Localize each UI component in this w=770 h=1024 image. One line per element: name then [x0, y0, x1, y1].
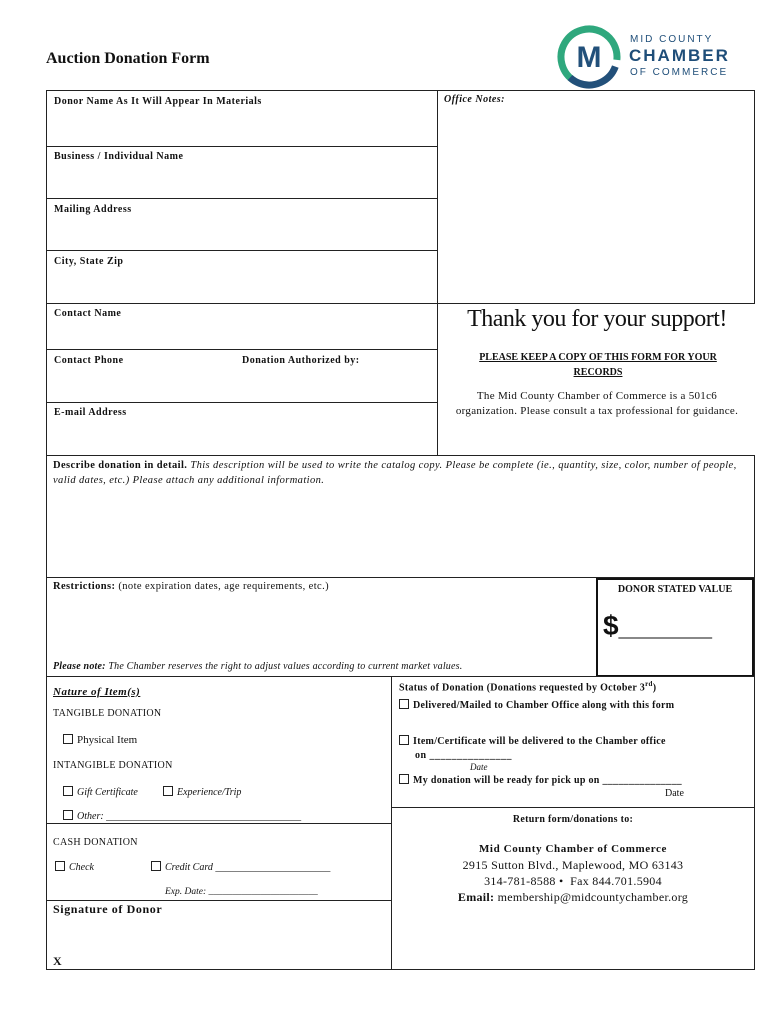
- gift-certificate-option[interactable]: [63, 786, 138, 798]
- exp-date-field[interactable]: Exp. Date: _______________________: [165, 887, 318, 897]
- experience-trip-option[interactable]: [163, 786, 241, 798]
- check-option[interactable]: [55, 861, 94, 873]
- intangible-heading: INTANGIBLE DONATION: [53, 760, 173, 771]
- credit-card-checkbox[interactable]: [151, 861, 161, 871]
- status-heading-sup: rd: [645, 680, 653, 688]
- tangible-heading: TANGIBLE DONATION: [53, 708, 162, 719]
- note-text: The Chamber reserves the right to adjust values according to current market values.: [108, 661, 463, 672]
- city-state-zip-field[interactable]: City, State Zip: [54, 256, 124, 267]
- experience-trip-label: Experience/Trip: [177, 787, 242, 798]
- experience-trip-checkbox[interactable]: [163, 786, 173, 796]
- return-phone: 314-781-8588 •: [484, 874, 564, 888]
- return-org: Mid County Chamber of Commerce: [478, 843, 668, 855]
- donor-value-label: DONOR STATED VALUE: [617, 584, 733, 595]
- signature-field[interactable]: X: [53, 954, 62, 968]
- office-notes-box: [437, 90, 755, 304]
- return-phone-fax: [392, 874, 754, 889]
- pickup-label: My donation will be ready for pick up on _______________: [413, 775, 682, 786]
- market-value-note: [53, 661, 462, 672]
- delivered-checkbox[interactable]: [399, 699, 409, 709]
- return-fax: Fax 844.701.5904: [570, 874, 662, 888]
- return-email-link[interactable]: membership@midcountychamber.org: [497, 890, 689, 904]
- email-field[interactable]: E-mail Address: [54, 407, 127, 418]
- note-label: Please note:: [53, 661, 106, 672]
- return-email-label: Email:: [457, 890, 495, 904]
- certificate-option[interactable]: [399, 735, 666, 747]
- donor-name-field[interactable]: Donor Name As It Will Appear In Materials: [54, 96, 262, 107]
- donation-authorized-field[interactable]: Donation Authorized by:: [242, 355, 360, 366]
- page-title: Auction Donation Form: [46, 50, 210, 67]
- pickup-option[interactable]: [399, 774, 682, 786]
- certificate-checkbox[interactable]: [399, 735, 409, 745]
- check-label: Check: [69, 862, 94, 873]
- physical-item-label: Physical Item: [77, 734, 138, 746]
- status-heading-text: Status of Donation (Donations requested by October 3: [399, 682, 646, 694]
- mailing-address-field[interactable]: Mailing Address: [54, 204, 132, 215]
- thank-you-heading: Thank you for your support!: [467, 306, 727, 332]
- credit-card-label: Credit Card _______________________: [165, 862, 331, 873]
- delivered-option[interactable]: [399, 699, 674, 711]
- office-notes-label: Office Notes:: [444, 94, 506, 105]
- describe-donation-text: [53, 458, 743, 488]
- restrictions-hint: (note expiration dates, age requirements, etc.): [118, 581, 330, 592]
- chamber-logo: [556, 24, 736, 90]
- other-label: Other: _______________________________________: [77, 811, 302, 822]
- logo-line2: CHAMBER: [629, 46, 730, 65]
- physical-item-checkbox[interactable]: [63, 734, 73, 744]
- gift-certificate-checkbox[interactable]: [63, 786, 73, 796]
- describe-label: Describe donation in detail.: [53, 460, 188, 471]
- business-name-field[interactable]: Business / Individual Name: [54, 151, 184, 162]
- physical-item-option[interactable]: [63, 734, 137, 746]
- delivered-label: Delivered/Mailed to Chamber Office along with this form: [413, 700, 675, 711]
- credit-card-option[interactable]: [151, 861, 330, 873]
- status-heading: [399, 680, 656, 693]
- nature-heading: Nature of Item(s): [53, 686, 141, 698]
- signature-label: Signature of Donor: [53, 902, 163, 916]
- pickup-date-caption: Date: [665, 788, 684, 799]
- cash-heading: CASH DONATION: [53, 837, 138, 848]
- describe-instructions: This description will be used to write the catalog copy. Please be complete (ie., quantity, size, color, number of people, valid dates, etc.) Please attach any additional information.: [53, 460, 737, 486]
- other-checkbox[interactable]: [63, 810, 73, 820]
- logo-letter: M: [576, 41, 602, 74]
- logo-line1: MID COUNTY: [630, 34, 714, 45]
- gift-certificate-label: Gift Certificate: [77, 787, 138, 798]
- return-heading: Return form/donations to:: [512, 814, 634, 825]
- certificate-date-field[interactable]: on _______________: [415, 750, 513, 761]
- other-option[interactable]: [63, 810, 301, 822]
- keep-copy-notice: PLEASE KEEP A COPY OF THIS FORM FOR YOUR RECORDS: [479, 352, 717, 378]
- restrictions-label: Restrictions:: [53, 581, 116, 592]
- check-checkbox[interactable]: [55, 861, 65, 871]
- certificate-label: Item/Certificate will be delivered to the Chamber office: [413, 736, 666, 747]
- contact-name-field[interactable]: Contact Name: [54, 308, 122, 319]
- pickup-checkbox[interactable]: [399, 774, 409, 784]
- nonprofit-note: The Mid County Chamber of Commerce is a 501c6 organization. Please consult a tax professional for guidance.: [455, 390, 739, 417]
- return-email: [392, 890, 754, 905]
- logo-mark-icon: [556, 24, 622, 90]
- return-address: 2915 Sutton Blvd., Maplewood, MO 63143: [462, 858, 684, 872]
- donor-value-amount: $______: [603, 610, 713, 641]
- logo-line3: OF COMMERCE: [630, 67, 729, 78]
- contact-phone-field[interactable]: Contact Phone: [54, 355, 124, 366]
- certificate-date-caption: Date: [470, 762, 488, 772]
- status-heading-end: ): [652, 682, 657, 694]
- restrictions-text: [53, 581, 329, 592]
